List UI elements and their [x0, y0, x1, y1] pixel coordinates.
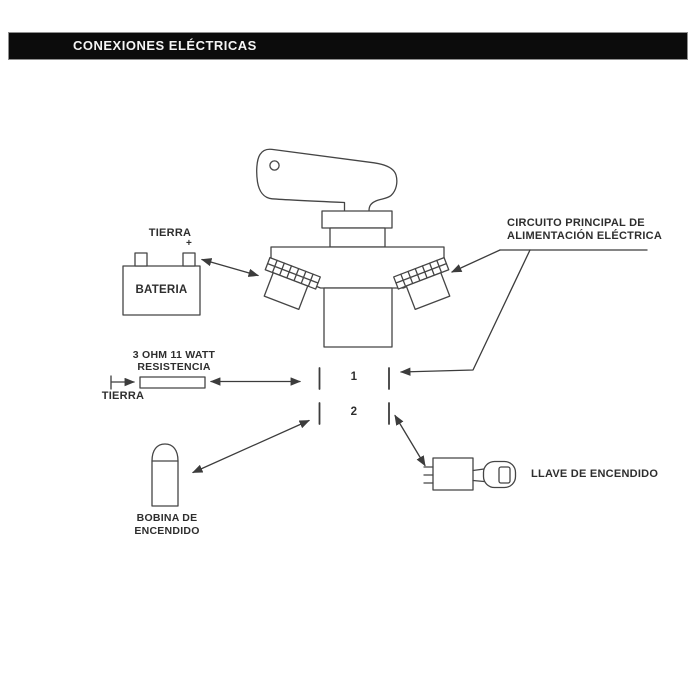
ignition-coil-symbol: [152, 444, 178, 506]
battery-to-switch-arrow: [202, 260, 258, 276]
battery-terminal-positive: [183, 253, 195, 266]
resistor-spec-line1: 3 OHM 11 WATT: [132, 349, 216, 361]
ignition-coil-label-line1: BOBINA DE: [136, 512, 198, 524]
page-title: CONEXIONES ELÉCTRICAS: [73, 38, 257, 53]
main-circuit-label-line2: ALIMENTACIÓN ELÉCTRICA: [507, 229, 663, 242]
coil-dome: [152, 444, 178, 461]
ignition-coil-label: [123, 512, 211, 537]
resistor-spec-label: [116, 350, 232, 373]
ignition-coil-label-line2: ENCENDIDO: [134, 524, 200, 537]
terminal2-number: 2: [350, 406, 358, 418]
switch-neck: [330, 228, 385, 247]
ignition-key-symbol: [424, 458, 516, 490]
switch-key-lever: [257, 149, 397, 211]
lever-hole: [270, 161, 279, 170]
leader-to-right-stud: [452, 250, 500, 272]
key-to-terminal2-arrow: [395, 416, 425, 466]
battery-terminal-negative: [135, 253, 147, 266]
resistor-body: [140, 377, 205, 388]
coil-to-terminal2-arrow: [193, 421, 309, 473]
disconnect-switch-symbol: [256, 149, 457, 347]
battery-ground-label: TIERRA: [148, 227, 192, 239]
ignition-key-label: LLAVE DE ENCENDIDO: [531, 468, 659, 480]
switch-collar: [322, 211, 392, 228]
resistor-spec-line2: RESISTENCIA: [137, 360, 211, 373]
battery-label: BATERIA: [135, 284, 188, 296]
switch-column: [324, 288, 392, 347]
key-switch-body: [433, 458, 473, 490]
main-circuit-label: [507, 217, 662, 242]
battery-plus-sign: +: [185, 238, 193, 249]
resistor-ground-label: TIERRA: [101, 390, 145, 402]
main-circuit-label-line1: CIRCUITO PRINCIPAL DE: [507, 217, 645, 229]
key-neck: [473, 469, 484, 482]
coil-body: [152, 461, 178, 506]
key-switch-pins: [424, 467, 433, 483]
terminal1-number: 1: [350, 371, 358, 383]
resistor-symbol: [111, 376, 205, 389]
